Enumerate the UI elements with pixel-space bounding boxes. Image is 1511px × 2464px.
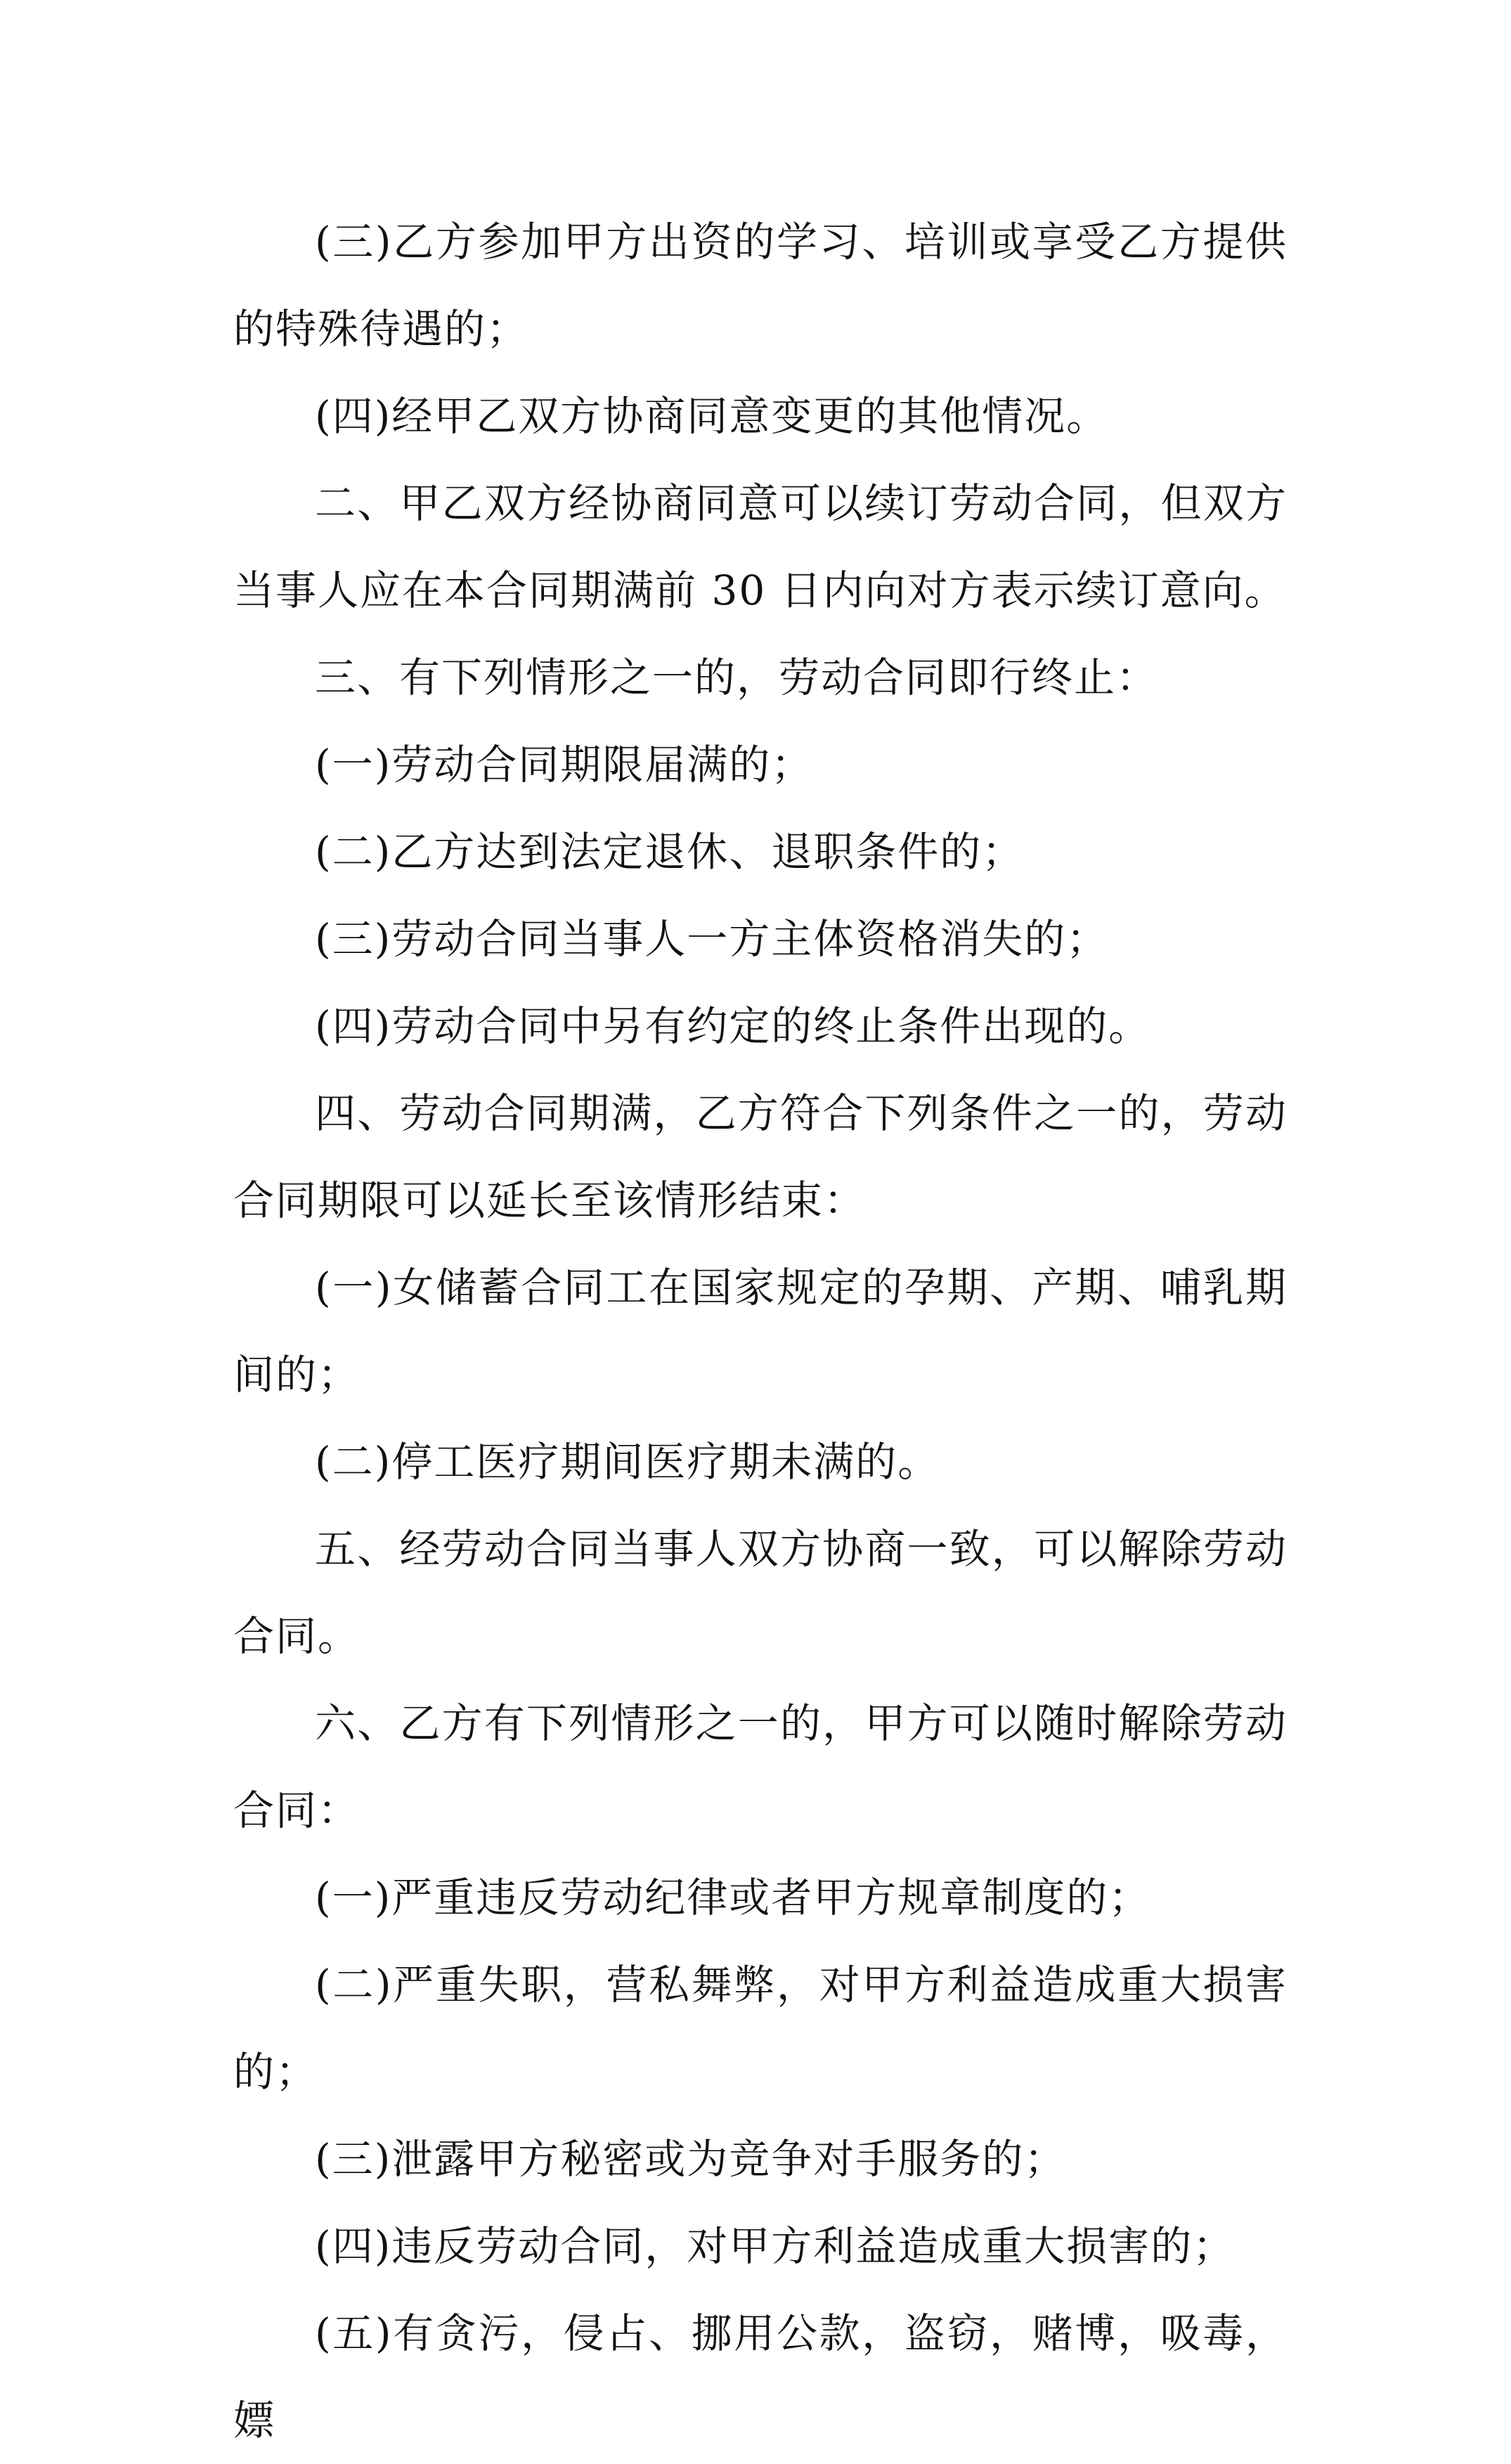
paragraph: (一)女储蓄合同工在国家规定的孕期、产期、哺乳期间的；	[233, 1264, 1288, 1399]
paragraph: 五、经劳动合同当事人双方协商一致，可以解除劳动合同。	[233, 1525, 1288, 1660]
paragraph: 四、劳动合同期满，乙方符合下列条件之一的，劳动合同期限可以延长至该情形结束：	[233, 1089, 1288, 1224]
paragraph: (二)严重失职，营私舞弊，对甲方利益造成重大损害的；	[233, 1961, 1288, 2096]
paragraph: (三)劳动合同当事人一方主体资格消失的；	[315, 915, 1109, 963]
paragraph: (三)乙方参加甲方出资的学习、培训或享受乙方提供的特殊待遇的；	[233, 218, 1288, 353]
paragraph: (四)劳动合同中另有约定的终止条件出现的。	[315, 1002, 1151, 1050]
paragraph: (四)经甲乙双方协商同意变更的其他情况。	[315, 392, 1109, 440]
document-body	[233, 198, 1288, 2464]
paragraph: 二、甲乙双方经协商同意可以续订劳动合同，但双方当事人应在本合同期满前 30 日内向对方表示续订意向。	[233, 479, 1288, 614]
paragraph: (二)停工医疗期间医疗期未满的。	[315, 1438, 940, 1486]
paragraph: (五)有贪污，侵占、挪用公款，盗窃，赌博，吸毒，嫖	[233, 2309, 1288, 2444]
paragraph: (三)泄露甲方秘密或为竞争对手服务的；	[315, 2135, 1067, 2183]
paragraph: (二)乙方达到法定退休、退职条件的；	[315, 828, 1025, 876]
paragraph: 六、乙方有下列情形之一的，甲方可以随时解除劳动合同：	[233, 1699, 1288, 1834]
paragraph: 三、有下列情形之一的，劳动合同即行终止：	[315, 654, 1159, 701]
paragraph: (一)劳动合同期限届满的；	[315, 741, 814, 789]
paragraph: (四)违反劳动合同，对甲方利益造成重大损害的；	[315, 2222, 1236, 2270]
paragraph: (一)严重违反劳动纪律或者甲方规章制度的；	[315, 1874, 1151, 1921]
